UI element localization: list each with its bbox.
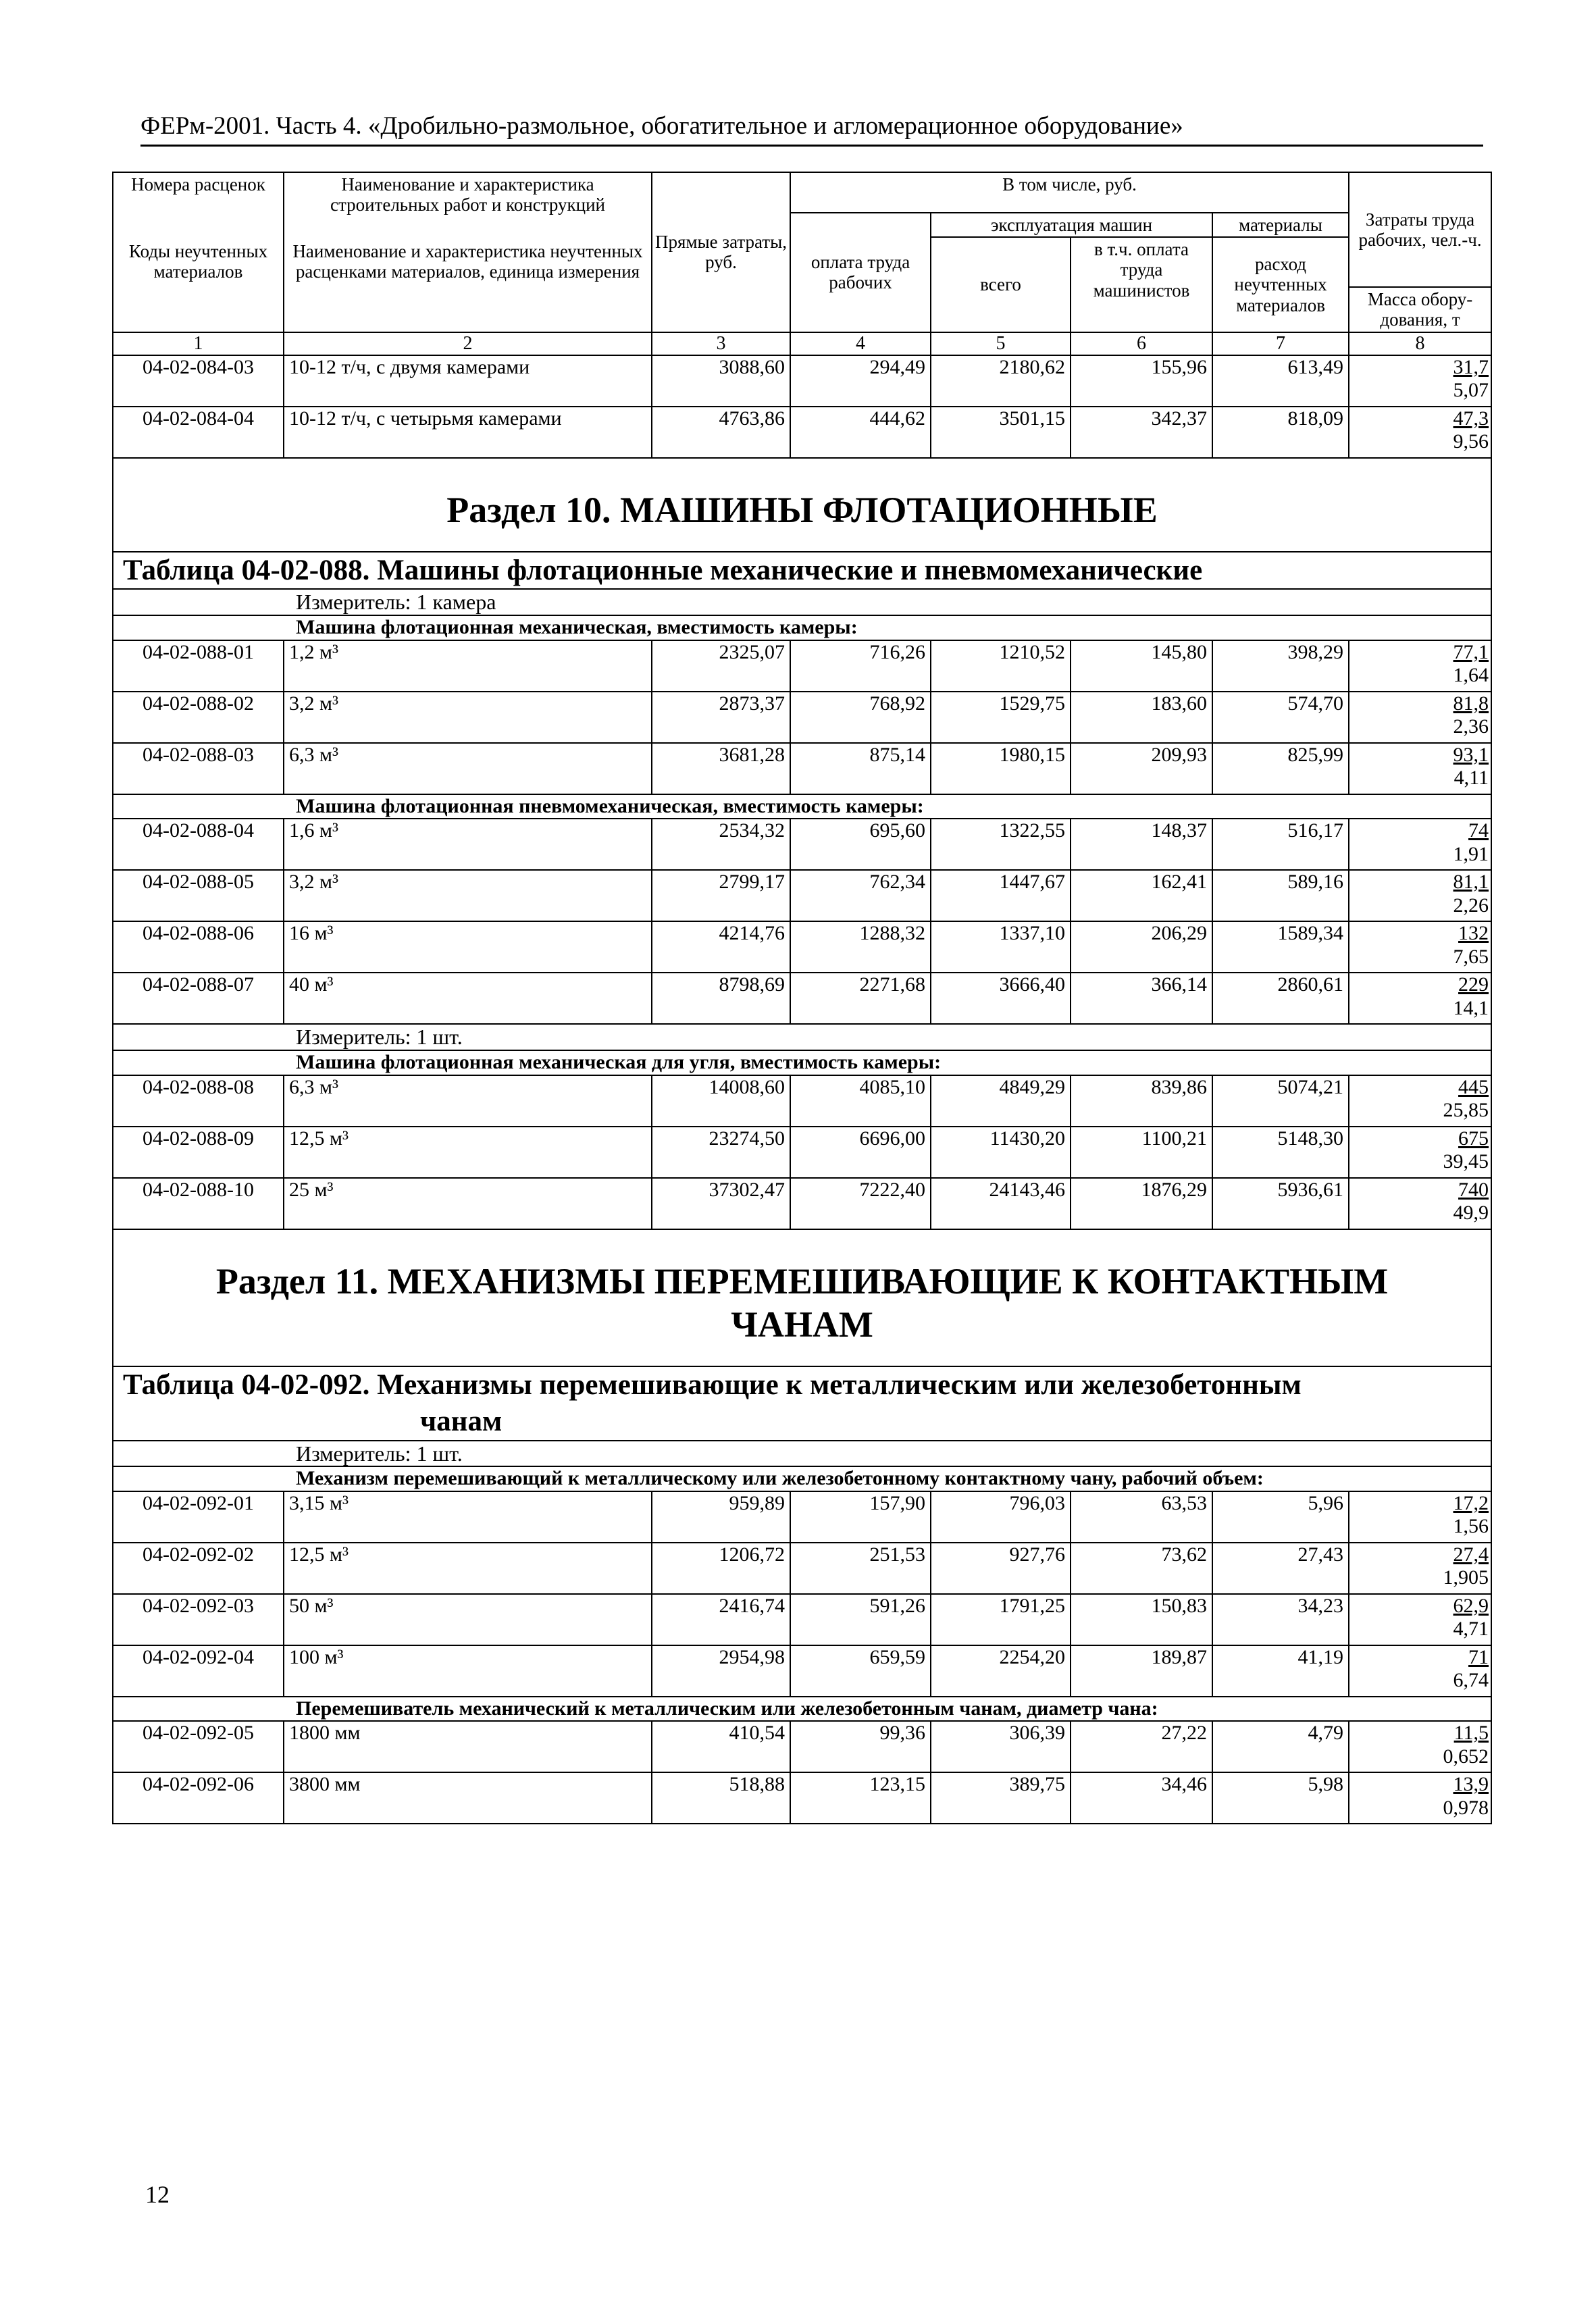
labor-hours: 74 [1468,819,1489,842]
rate-code: 04-02-088-05 [113,870,284,921]
materials-cost: 1589,34 [1212,921,1349,973]
materials-cost: 574,70 [1212,692,1349,743]
labor-hours: 81,8 [1453,692,1489,715]
direct-cost: 959,89 [652,1491,790,1543]
labor-pay: 6696,00 [790,1127,931,1178]
item-name: 6,3 м³ [284,1075,652,1127]
rate-code: 04-02-088-09 [113,1127,284,1178]
direct-cost: 2799,17 [652,870,790,921]
equipment-mass: 2,36 [1453,715,1489,738]
col-number: 1 [113,332,284,355]
labor-hours: 740 [1458,1178,1489,1201]
labor-mass-cell [1349,1075,1491,1127]
col-number: 3 [652,332,790,355]
machines-total: 306,39 [931,1721,1071,1772]
materials-cost: 27,43 [1212,1543,1349,1594]
group-heading: Машина флотационная механическая, вместимость камеры: [113,615,1491,640]
labor-mass-cell [1349,921,1491,973]
labor-mass-cell [1349,1127,1491,1178]
labor-pay: 251,53 [790,1543,931,1594]
equipment-mass: 2,26 [1453,894,1489,917]
materials-header: материалы [1212,213,1349,237]
table-row [113,870,1491,921]
labor-mass-cell [1349,973,1491,1024]
rate-code: 04-02-088-04 [113,819,284,870]
machines-total: 1210,52 [931,640,1071,692]
materials-cost: 818,09 [1212,407,1349,458]
table-title-line1: Таблица 04-02-092. Механизмы перемешивающие к металлическим или железобетонным [123,1369,1302,1402]
labor-pay: 695,60 [790,819,931,870]
col1-header-a: Номера расценок [113,172,284,240]
labor-hours: 93,1 [1453,743,1489,766]
labor-hours: 77,1 [1453,640,1489,663]
machines-total: 11430,20 [931,1127,1071,1178]
machines-total: 1322,55 [931,819,1071,870]
col8-header-a: Затраты труда рабочих, чел.-ч. [1349,172,1491,287]
equipment-mass: 1,905 [1443,1566,1489,1589]
measure-unit: Измеритель: 1 шт. [113,1024,1491,1050]
labor-pay: 123,15 [790,1772,931,1824]
machines-total: 4849,29 [931,1075,1071,1127]
item-name: 3800 мм [284,1772,652,1824]
machines-total: 3501,15 [931,407,1071,458]
materials-cost: 5,98 [1212,1772,1349,1824]
materials-cost: 398,29 [1212,640,1349,692]
materials-cost: 5,96 [1212,1491,1349,1543]
table-row [113,1127,1491,1178]
table-row [113,692,1491,743]
rate-code: 04-02-092-06 [113,1772,284,1824]
equipment-mass: 1,56 [1453,1515,1489,1538]
direct-cost: 518,88 [652,1772,790,1824]
labor-pay: 591,26 [790,1594,931,1645]
labor-mass-cell [1349,1645,1491,1697]
labor-pay: 444,62 [790,407,931,458]
section-title: Раздел 11. МЕХАНИЗМЫ ПЕРЕМЕШИВАЮЩИЕ К КОНТАКТНЫМ ЧАНАМ [113,1229,1491,1367]
running-header: ФЕРм-2001. Часть 4. «Дробильно-размольное, обогатительное и агломерационное оборудование» [140,111,1483,147]
labor-hours: 81,1 [1453,871,1489,894]
table-title-line2: чанам [420,1405,503,1437]
labor-pay: 1288,32 [790,921,931,973]
equipment-mass: 4,71 [1453,1618,1489,1641]
operators-pay: 155,96 [1071,355,1212,407]
item-name: 1800 мм [284,1721,652,1772]
item-name: 50 м³ [284,1594,652,1645]
equipment-mass: 1,64 [1453,664,1489,687]
table-row [113,1491,1491,1543]
labor-mass-cell [1349,1543,1491,1594]
labor-pay: 7222,40 [790,1178,931,1229]
materials-cost: 5074,21 [1212,1075,1349,1127]
operators-pay: 189,87 [1071,1645,1212,1697]
group-heading: Машина флотационная механическая для угля, вместимость камеры: [113,1050,1491,1075]
labor-mass-cell [1349,692,1491,743]
rate-code: 04-02-088-10 [113,1178,284,1229]
labor-mass-cell [1349,1491,1491,1543]
operators-pay: 366,14 [1071,973,1212,1024]
rate-code: 04-02-084-04 [113,407,284,458]
item-name: 16 м³ [284,921,652,973]
machines-total: 796,03 [931,1491,1071,1543]
direct-cost: 1206,72 [652,1543,790,1594]
labor-pay: 875,14 [790,743,931,794]
col6-header: в т.ч. оплата труда машинистов [1071,237,1212,332]
table-row [113,1178,1491,1229]
equipment-mass: 5,07 [1453,379,1489,402]
equipment-mass: 9,56 [1453,430,1489,453]
machines-total: 1791,25 [931,1594,1071,1645]
rate-code: 04-02-088-08 [113,1075,284,1127]
direct-cost: 4763,86 [652,407,790,458]
col3-header: Прямые затраты, руб. [652,172,790,332]
page-number: 12 [145,2181,170,2208]
table-row [113,640,1491,692]
table-row [113,1645,1491,1697]
incl-header: В том числе, руб. [790,172,1349,213]
table-row [113,1543,1491,1594]
equipment-mass: 0,978 [1443,1796,1489,1819]
item-name: 3,15 м³ [284,1491,652,1543]
labor-hours: 229 [1458,973,1489,996]
table-title: Таблица 04-02-088. Машины флотационные механические и пневмомеханические [113,552,1491,590]
equipment-mass: 7,65 [1453,945,1489,968]
labor-hours: 17,2 [1453,1491,1489,1514]
measure-unit: Измеритель: 1 камера [113,589,1491,615]
machines-total: 1447,67 [931,870,1071,921]
direct-cost: 410,54 [652,1721,790,1772]
direct-cost: 2325,07 [652,640,790,692]
labor-pay: 4085,10 [790,1075,931,1127]
direct-cost: 3088,60 [652,355,790,407]
rate-code: 04-02-092-05 [113,1721,284,1772]
operators-pay: 34,46 [1071,1772,1212,1824]
operators-pay: 209,93 [1071,743,1212,794]
item-name: 40 м³ [284,973,652,1024]
labor-hours: 445 [1458,1075,1489,1098]
col-number: 5 [931,332,1071,355]
item-name: 12,5 м³ [284,1543,652,1594]
table-row [113,973,1491,1024]
equipment-mass: 25,85 [1443,1099,1489,1122]
item-name: 3,2 м³ [284,692,652,743]
materials-cost: 41,19 [1212,1645,1349,1697]
operators-pay: 148,37 [1071,819,1212,870]
machines-total: 1980,15 [931,743,1071,794]
col-number: 6 [1071,332,1212,355]
equipment-mass: 39,45 [1443,1150,1489,1173]
labor-mass-cell [1349,1772,1491,1824]
item-name: 12,5 м³ [284,1127,652,1178]
section-title: Раздел 10. МАШИНЫ ФЛОТАЦИОННЫЕ [113,458,1491,552]
table-row [113,1772,1491,1824]
table-title [113,1366,1491,1441]
rate-code: 04-02-088-03 [113,743,284,794]
rate-code: 04-02-088-06 [113,921,284,973]
labor-hours: 675 [1458,1127,1489,1150]
item-name: 1,2 м³ [284,640,652,692]
labor-mass-cell [1349,640,1491,692]
materials-cost: 516,17 [1212,819,1349,870]
labor-pay: 659,59 [790,1645,931,1697]
rate-code: 04-02-088-01 [113,640,284,692]
labor-hours: 13,9 [1453,1773,1489,1796]
direct-cost: 23274,50 [652,1127,790,1178]
col-number: 4 [790,332,931,355]
labor-mass-cell [1349,1721,1491,1772]
item-name: 10-12 т/ч, с четырьмя камерами [284,407,652,458]
materials-cost: 589,16 [1212,870,1349,921]
labor-hours: 71 [1468,1645,1489,1668]
rate-code: 04-02-092-04 [113,1645,284,1697]
operators-pay: 1100,21 [1071,1127,1212,1178]
materials-cost: 613,49 [1212,355,1349,407]
labor-pay: 762,34 [790,870,931,921]
labor-hours: 132 [1458,922,1489,945]
direct-cost: 2954,98 [652,1645,790,1697]
machines-total: 927,76 [931,1543,1071,1594]
materials-cost: 34,23 [1212,1594,1349,1645]
table-row [113,921,1491,973]
operators-pay: 150,83 [1071,1594,1212,1645]
labor-pay: 99,36 [790,1721,931,1772]
operators-pay: 63,53 [1071,1491,1212,1543]
labor-hours: 47,3 [1453,407,1489,430]
col1-header-b: Коды неучтенных материалов [113,240,284,332]
labor-mass-cell [1349,870,1491,921]
operators-pay: 839,86 [1071,1075,1212,1127]
labor-pay: 768,92 [790,692,931,743]
item-name: 100 м³ [284,1645,652,1697]
labor-mass-cell [1349,819,1491,870]
labor-mass-cell [1349,355,1491,407]
materials-cost: 5936,61 [1212,1178,1349,1229]
materials-cost: 4,79 [1212,1721,1349,1772]
table-row [113,1594,1491,1645]
table-row [113,743,1491,794]
machines-total: 1529,75 [931,692,1071,743]
rate-code: 04-02-092-01 [113,1491,284,1543]
labor-mass-cell [1349,1178,1491,1229]
operators-pay: 162,41 [1071,870,1212,921]
rate-code: 04-02-088-07 [113,973,284,1024]
direct-cost: 37302,47 [652,1178,790,1229]
measure-unit: Измеритель: 1 шт. [113,1441,1491,1467]
equipment-mass: 4,11 [1453,767,1489,790]
labor-pay: 294,49 [790,355,931,407]
direct-cost: 2416,74 [652,1594,790,1645]
group-heading: Машина флотационная пневмомеханическая, вместимость камеры: [113,794,1491,819]
operators-pay: 342,37 [1071,407,1212,458]
labor-hours: 62,9 [1453,1594,1489,1617]
rate-code: 04-02-092-02 [113,1543,284,1594]
direct-cost: 4214,76 [652,921,790,973]
direct-cost: 2534,32 [652,819,790,870]
group-heading: Перемешиватель механический к металлическим или железобетонным чанам, диаметр чана: [113,1697,1491,1722]
operators-pay: 1876,29 [1071,1178,1212,1229]
item-name: 10-12 т/ч, с двумя камерами [284,355,652,407]
table-row [113,407,1491,458]
col4-header: оплата труда рабочих [790,213,931,332]
machines-total: 3666,40 [931,973,1071,1024]
equipment-mass: 49,9 [1453,1202,1489,1225]
operators-pay: 73,62 [1071,1543,1212,1594]
table-row [113,819,1491,870]
machines-total: 24143,46 [931,1178,1071,1229]
labor-mass-cell [1349,743,1491,794]
labor-hours: 31,7 [1453,355,1489,378]
equipment-mass: 1,91 [1453,842,1489,865]
rate-code: 04-02-084-03 [113,355,284,407]
direct-cost: 8798,69 [652,973,790,1024]
labor-pay: 157,90 [790,1491,931,1543]
item-name: 6,3 м³ [284,743,652,794]
operators-pay: 145,80 [1071,640,1212,692]
equipment-mass: 14,1 [1453,996,1489,1019]
labor-hours: 11,5 [1453,1722,1489,1745]
machines-total: 2254,20 [931,1645,1071,1697]
rate-code: 04-02-088-02 [113,692,284,743]
materials-cost: 2860,61 [1212,973,1349,1024]
direct-cost: 14008,60 [652,1075,790,1127]
item-name: 3,2 м³ [284,870,652,921]
col5-header: всего [931,237,1071,332]
machines-header: эксплуатация машин [931,213,1212,237]
direct-cost: 3681,28 [652,743,790,794]
machines-total: 389,75 [931,1772,1071,1824]
machines-total: 1337,10 [931,921,1071,973]
col-number: 8 [1349,332,1491,355]
labor-pay: 2271,68 [790,973,931,1024]
rate-code: 04-02-092-03 [113,1594,284,1645]
price-table [112,172,1492,1824]
operators-pay: 206,29 [1071,921,1212,973]
machines-total: 2180,62 [931,355,1071,407]
labor-hours: 27,4 [1453,1543,1489,1566]
item-name: 25 м³ [284,1178,652,1229]
table-row [113,1721,1491,1772]
equipment-mass: 6,74 [1453,1669,1489,1692]
materials-cost: 825,99 [1212,743,1349,794]
col7-header: расход неучтенных материалов [1212,237,1349,332]
materials-cost: 5148,30 [1212,1127,1349,1178]
operators-pay: 27,22 [1071,1721,1212,1772]
equipment-mass: 0,652 [1443,1745,1489,1768]
col2-header-b: Наименование и характеристика неучтенных расценками материалов, единица измерения [284,240,652,332]
col-number: 7 [1212,332,1349,355]
table-row [113,355,1491,407]
direct-cost: 2873,37 [652,692,790,743]
group-heading: Механизм перемешивающий к металлическому или железобетонному контактному чану, рабочий объем: [113,1466,1491,1491]
labor-pay: 716,26 [790,640,931,692]
labor-mass-cell [1349,1594,1491,1645]
col2-header-a: Наименование и характеристика строительных работ и конструкций [284,172,652,240]
item-name: 1,6 м³ [284,819,652,870]
table-row [113,1075,1491,1127]
col8-header-b: Масса обору-дования, т [1349,287,1491,332]
labor-mass-cell [1349,407,1491,458]
operators-pay: 183,60 [1071,692,1212,743]
col-number: 2 [284,332,652,355]
